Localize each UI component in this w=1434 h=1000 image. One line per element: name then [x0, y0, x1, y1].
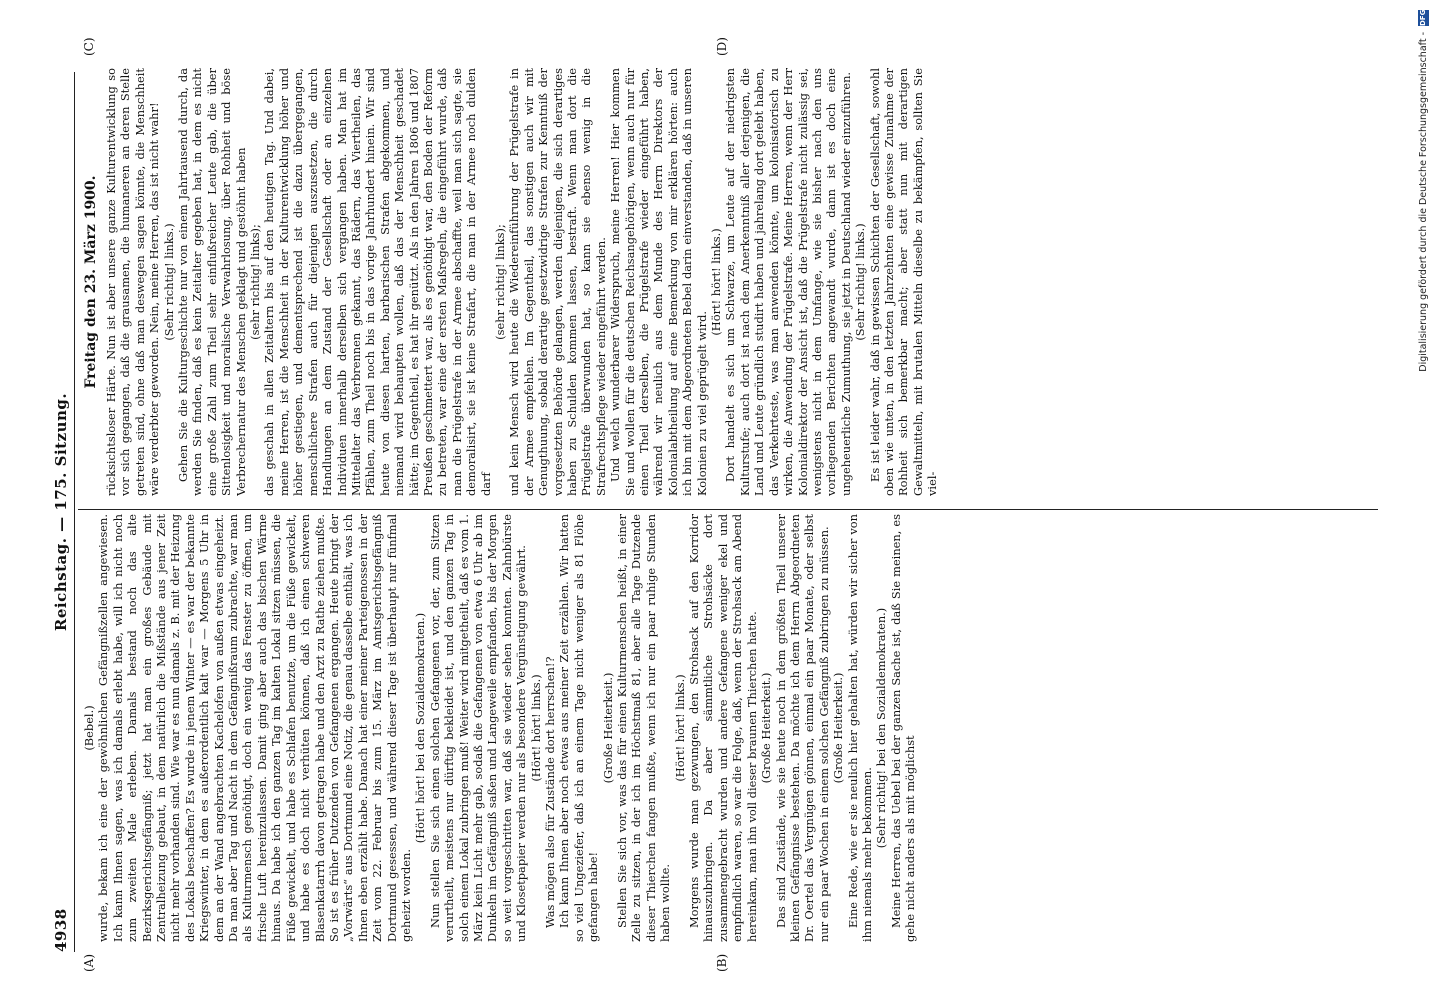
digitization-credit	[1413, 0, 1433, 1000]
paragraph: Eine Rede, wie er sie neulich hier gehalten hat, würden wir sicher von ihm niemals mehr bekommen.	[845, 514, 874, 942]
interjection: (Hört! hört! links.)	[528, 674, 543, 782]
interjection: (Große Heiterkeit.)	[600, 672, 615, 784]
interjection: (Sehr richtig! bei den Sozialdemokraten.)	[874, 607, 889, 849]
paragraph: Ich kann Ihnen aber noch etwas aus meiner Zeit erzählen. Wir hatten so viel Ungeziefer, daß ich an einem Tage nicht weniger als 81 Flöhe gefangen habe!	[557, 514, 601, 942]
right-text-column	[82, 68, 1382, 496]
margin-marker-a: (A)	[82, 953, 96, 972]
dfg-logo-icon: DFG	[1418, 9, 1427, 26]
date-line: Freitag den 23. März 1900.	[83, 175, 99, 389]
interjection: (Bebel.)	[82, 705, 96, 751]
paragraph: Was mögen also für Zustände dort herrschen!?	[543, 656, 557, 928]
paragraph: das geschah in allen Zeitaltern bis auf den heutigen Tag. Und dabei, meine Herren, ist die Menschheit in der Kulturentwicklung höher und höher gestiegen, und dementsprechend ist die dazu übergegangen, menschlichere Strafen auch für diejenigen auszusetzen, die durch Handlungen an dem Zustand der Gesellschaft oder an einzelnen Individuen innerhalb derselben sich vergangen haben. Man hat im Mittelalter das Verbrennen gekannt, das Rädern, das Viertheilen, das Pfählen, zum Theil noch bis in das vorige Jahrhundert hinein. Wir sind heute von diesen harten, barbarischen Strafen abgekommen, und niemand wird behaupten wollen, daß das der Menschheit geschadet hätte; im Gegentheil, es hat ihr genützt. Als in den Jahren 1806 und 1807 Preußen geschmettert war, als es genöthigt war, den Boden der Reform zu betreten, war eine der ersten Maßregeln, die eingeführt wurde, daß man die Prügelstrafe in der Armee abschaffte, weil man sich sagte, sie demoralisirt, sie ist keine Strafart, die man in der Armee noch dulden darf	[262, 68, 493, 496]
page-header	[52, 72, 74, 952]
paragraph: Das sind Zustände, wie sie heute noch in dem größten Theil unserer kleinen Gefängnisse bestehen. Da möchte ich dem Herrn Abgeordneten Dr. Oertel das Vergnügen gönnen, einmal ein paar Monate, oder selbst nur ein paar Wochen in einem solchen Gefängniß zubringen zu müssen.	[773, 514, 831, 942]
interjection: (Sehr richtig! links.)	[853, 223, 868, 341]
header-rule	[74, 72, 75, 952]
paragraph: Und welch wunderbarer Widerspruch, meine Herren! Hier kommen Sie und wollen für die deutschen Reichsangehörigen, wenn auch nur für einen Theil derselben, die Prügelstrafe wieder eingeführt haben, während wir neulich aus dem Munde des Herrn Direktors der Kolonialabtheilung auf eine Bemerkung von mir erklären hörten: auch ich bin mit dem Abgeordneten Bebel darin einverstanden, daß in unseren Kolonien zu viel geprügelt wird.	[608, 68, 709, 496]
interjection: (Sehr richtig! links.)	[161, 223, 176, 341]
interjection: (Große Heiterkeit.)	[831, 672, 846, 784]
interjection: (sehr richtig! links);	[492, 224, 507, 340]
margin-marker-c: (C)	[82, 37, 96, 56]
column-divider	[78, 509, 1378, 510]
interjection: (sehr richtig! links);	[248, 224, 263, 340]
paragraph: Es ist leider wahr, daß in gewissen Schichten der Gesellschaft, sowohl oben wie unten, in den letzten Jahrzehnten eine gewisse Zunahme der Rohheit sich bemerkbar macht; aber statt nun mit derartigen Gewaltmitteln, mit brutalen Mitteln dieselbe zu bekämpfen, sollten Sie viel-	[867, 68, 940, 496]
interjection: (Hört! hört! links.)	[672, 674, 687, 782]
paragraph: Stellen Sie sich vor, was das für einen Kulturmenschen heißt, in einer Zelle zu sitzen, in der ich im Höchstmaß 81, aber alle Tage Dutzende dieser Thierchen fangen mußte, wenn ich nur ein paar ruhige Stunden haben wollte.	[615, 514, 673, 942]
interjection: (Hört! hört! bei den Sozialdemokraten.)	[413, 612, 428, 844]
margin-marker-b: (B)	[715, 953, 729, 972]
paragraph: Morgens wurde man gezwungen, den Strohsack auf den Korridor hinauszubringen. Da aber sämmtliche Strohsäcke dort zusammengebracht wurden und andere Gefangene weniger ekel und empfindlich waren, so war die Folge, daß, wenn der Strohsack am Abend hereinkam, man ihn voll dieser braunen Thierchen hatte.	[687, 514, 759, 942]
paragraph: Nun stellen Sie sich einen solchen Gefangenen vor, der, zum Sitzen verurtheilt, meistens nur dürftig bekleidet ist, und den ganzen Tag in solch einem Lokal zubringen muß! Weiter wird mitgetheilt, daß es vom 1. März kein Licht mehr gab, sodaß die Gefangenen von etwa 6 Uhr ab im Dunkeln im Gefängniß saßen und Langeweile empfanden, bis der Morgen so weit vorgeschritten war, daß sie wieder sehen konnten. Zahnbürste und Klosetpapier werden nur als besondere Vergünstigung gewährt.	[427, 514, 529, 942]
paragraph: rücksichtsloser Härte. Nun ist aber unsere ganze Kulturentwicklung so vor sich gegangen, daß die grausamen, die humaneren an deren Stelle getreten sind, ohne daß man deswegen sagen könnte, die Menschheit wäre verderbter geworden. Nein, meine Herren, das ist nicht wahr!	[104, 68, 162, 496]
margin-marker-d: (D)	[715, 37, 729, 56]
session-title: Reichstag. — 175. Sitzung.	[52, 392, 70, 632]
credit-text: Digitalisierung gefördert durch die Deutsche Forschungsgemeinschaft -	[1417, 32, 1429, 372]
interjection: (Hört! hört! links.)	[709, 228, 724, 336]
paragraph: Dort handelt es sich um Schwarze, um Leute auf der niedrigsten Kulturstufe; auch dort ist nach dem Anerkenntniß aller derjenigen, die Land und Leute gründlich studirt haben und jahrelang dort gelebt haben, das Verkehrteste, was man anwenden könnte, um kolonisatorisch zu wirken, die Anwendung der Prügelstrafe. Meine Herren, wenn der Herr Kolonialdirektor der Ansicht ist, daß die Prügelstrafe nicht zulässig sei, wenigstens nicht in dem Umfange, wie sie bisher nach den uns vorliegenden Berichten angewandt wurde, dann ist es doch eine ungeheuerliche Zumuthung, sie jetzt in Deutschland wieder einzuführen.	[723, 68, 853, 496]
interjection: (Große Heiterkeit.)	[759, 672, 774, 784]
left-text-column	[82, 514, 1382, 942]
paragraph: Gehen Sie die Kulturgeschichte nur von einem Jahrtausend durch, da werden Sie finden, daß es kein Zeitalter gegeben hat, in dem es nicht eine große Zahl zum Theil sehr einflußreicher Leute gab, die über Sittenlosigkeit und moralische Verwahrlosung, über Rohheit und böse Verbrechernatur des Menschen geklagt und gestöhnt haben	[176, 68, 248, 496]
paragraph: und kein Mensch wird heute die Wiedereinführung der Prügelstrafe in der Armee empfehlen. Im Gegentheil, das sonstigen auch wir mit Genugthuung, sobald derartige gesetzwidrige Strafen zur Kenntniß der vorgesetzten Behörde gelangen, werden diejenigen, die sich derartiges haben zu Schulden kommen lassen, bestraft. Wenn man dort die Prügelstrafe überwunden hat, so kann sie ebenso wenig in die Strafrechtspflege wieder eingeführt werden.	[507, 68, 608, 496]
paragraph: Meine Herren, das Uebel bei der ganzen Sache ist, daß Sie meinen, es gehe nicht anders als mit möglichst	[888, 514, 918, 942]
page-number: 4938	[52, 908, 70, 952]
paragraph: wurde, bekam ich eine der gewöhnlichen Gefängnißzellen angewiesen. Ich kann Ihnen sagen, was ich damals erlebt habe, will ich nicht noch zum zweiten Male erleben. Damals bestand noch das alte Bezirksgerichtsgefängniß; jetzt hat man ein großes Gebäude mit Zentralheizung gebaut, in dem natürlich die Mißstände aus jener Zeit nicht mehr vorhanden sind. Wie war es nun damals z. B. mit der Heizung des Lokals beschaffen? Es wurde in jenem Winter — es war der bekannte Kriegswinter, in dem es außerordentlich kalt war — Morgens 5 Uhr in dem an der Wand angebrachten Kachelofen von außen etwas eingeheizt. Da man aber Tag und Nacht in dem Gefängnißraum zubrachte, war man als Kulturmensch genöthigt, doch ein wenig das Fenster zu öffnen, um frische Luft hereinzulassen. Damit ging aber auch das bischen Wärme hinaus. Da habe ich den ganzen Tag im kalten Lokal sitzen müssen, die Füße gewickelt, und habe es Schlafen benutzte, um die Füße gewickelt, und habe es doch nicht verhüten können, daß ich einen schweren Blasenkatarrh davon getragen habe und den Arzt zu Rathe ziehen mußte. So ist es früher Dutzenden von Gefangenen ergangen. Heute bringt der „Vorwärts“ aus Dortmund eine Notiz, die genau dasselbe enthält, was ich Ihnen eben erzählt habe. Danach hat einer meiner Parteigenossen in der Zeit vom 22. Februar bis zum 15. März im Amtsgerichtsgefängniß Dortmund gesessen, und während dieser Tage ist überhaupt nur fünfmal geheizt worden.	[96, 514, 413, 942]
